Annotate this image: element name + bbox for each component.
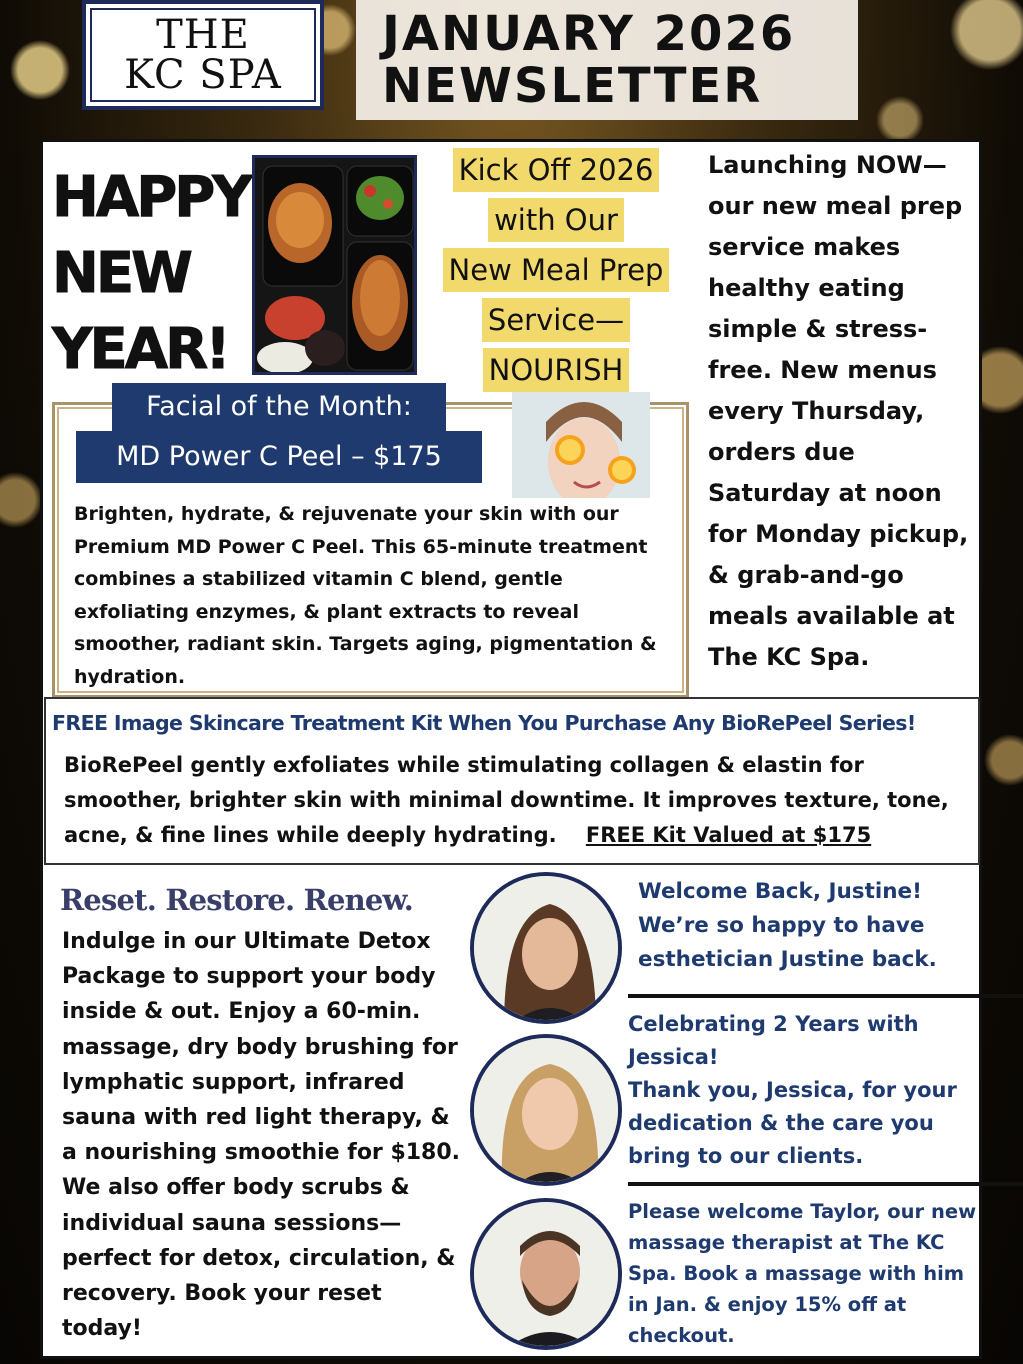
facial-description: Brighten, hydrate, & rejuvenate your skin with our Premium MD Power C Peel. This 65-minute treatment combines a stabilized vitamin C blend, gentle exfoliating enzymes, & plant extracts to reveal smoother, radiant skin. Targets aging, pigmentation & hydration. — [74, 503, 657, 688]
logo-line-2: KC SPA — [124, 52, 282, 98]
staff-divider — [628, 994, 1023, 998]
meal-prep-headline-line: Service— — [482, 298, 630, 342]
jessica-portrait — [470, 1034, 622, 1186]
jessica-anniversary-text — [628, 1008, 980, 1173]
spa-logo — [82, 0, 324, 110]
meal-prep-photo — [252, 155, 417, 375]
facial-title: Facial of the Month: — [112, 383, 446, 431]
biorepeel-description: BioRePeel gently exfoliates while stimulating collagen & elastin for smoother, brighter skin with minimal downtime. It improves texture, tone, acne, & fine lines while deeply hydrating. — [64, 753, 949, 847]
biorepeel-body — [64, 748, 980, 853]
meal-prep-headline-line: New Meal Prep — [443, 248, 670, 292]
newsletter-title: NEWSLETTER — [382, 58, 763, 114]
detox-description: Indulge in our Ultimate Detox Package to support your body inside & out. Enjoy a 60-min. massage, dry body brushing for lymphatic support, infrared sauna with red light therapy, & a nourishing smoothie for $180. We also offer body scrubs & individual sauna sessions—perfect for detox, circulation, & recovery. Book your reset today! — [62, 929, 461, 1342]
meal-prep-headline-line: with Our — [488, 198, 624, 242]
justine-portrait — [470, 872, 622, 1024]
taylor-welcome-text: Please welcome Taylor, our new massage therapist at The KC Spa. Book a massage with him in Jan. & enjoy 15% off at checkout. — [628, 1200, 977, 1347]
greeting-line-3: YEAR! — [52, 317, 228, 382]
staff-divider — [628, 1182, 1023, 1186]
meal-prep-headline-line: Kick Off 2026 — [453, 148, 660, 192]
detox-title: Reset. Restore. Renew. — [60, 883, 414, 917]
orange-face-photo — [512, 392, 650, 498]
newsletter-header — [356, 0, 858, 120]
biorepeel-headline: FREE Image Skincare Treatment Kit When You Purchase Any BioRePeel Series! — [52, 711, 916, 735]
jessica-anniversary-heading: Celebrating 2 Years with Jessica! — [628, 1012, 919, 1069]
free-kit-value: FREE Kit Valued at $175 — [585, 823, 872, 847]
facial-price-title: MD Power C Peel – $175 — [76, 431, 482, 483]
happy-new-year-heading — [52, 160, 252, 388]
greeting-line-2: NEW — [52, 241, 190, 306]
greeting-line-1: HAPPY — [52, 165, 250, 230]
meal-prep-headline — [434, 148, 678, 398]
justine-welcome-text: Welcome Back, Justine! We’re so happy to have esthetician Justine back. — [638, 879, 937, 972]
jessica-thank-you: Thank you, Jessica, for your dedication & the care you bring to our clients. — [628, 1078, 957, 1168]
meal-prep-headline-line: NOURISH — [483, 348, 630, 392]
taylor-portrait — [470, 1198, 622, 1350]
newsletter-month: JANUARY 2026 — [382, 6, 796, 62]
logo-line-1: THE — [156, 12, 250, 58]
meal-prep-description: Launching NOW—our new meal prep service makes healthy eating simple & stress-free. New menus every Thursday, orders due Saturday at noon for Monday pickup, & grab-and-go meals available at The KC Spa. — [708, 151, 969, 671]
